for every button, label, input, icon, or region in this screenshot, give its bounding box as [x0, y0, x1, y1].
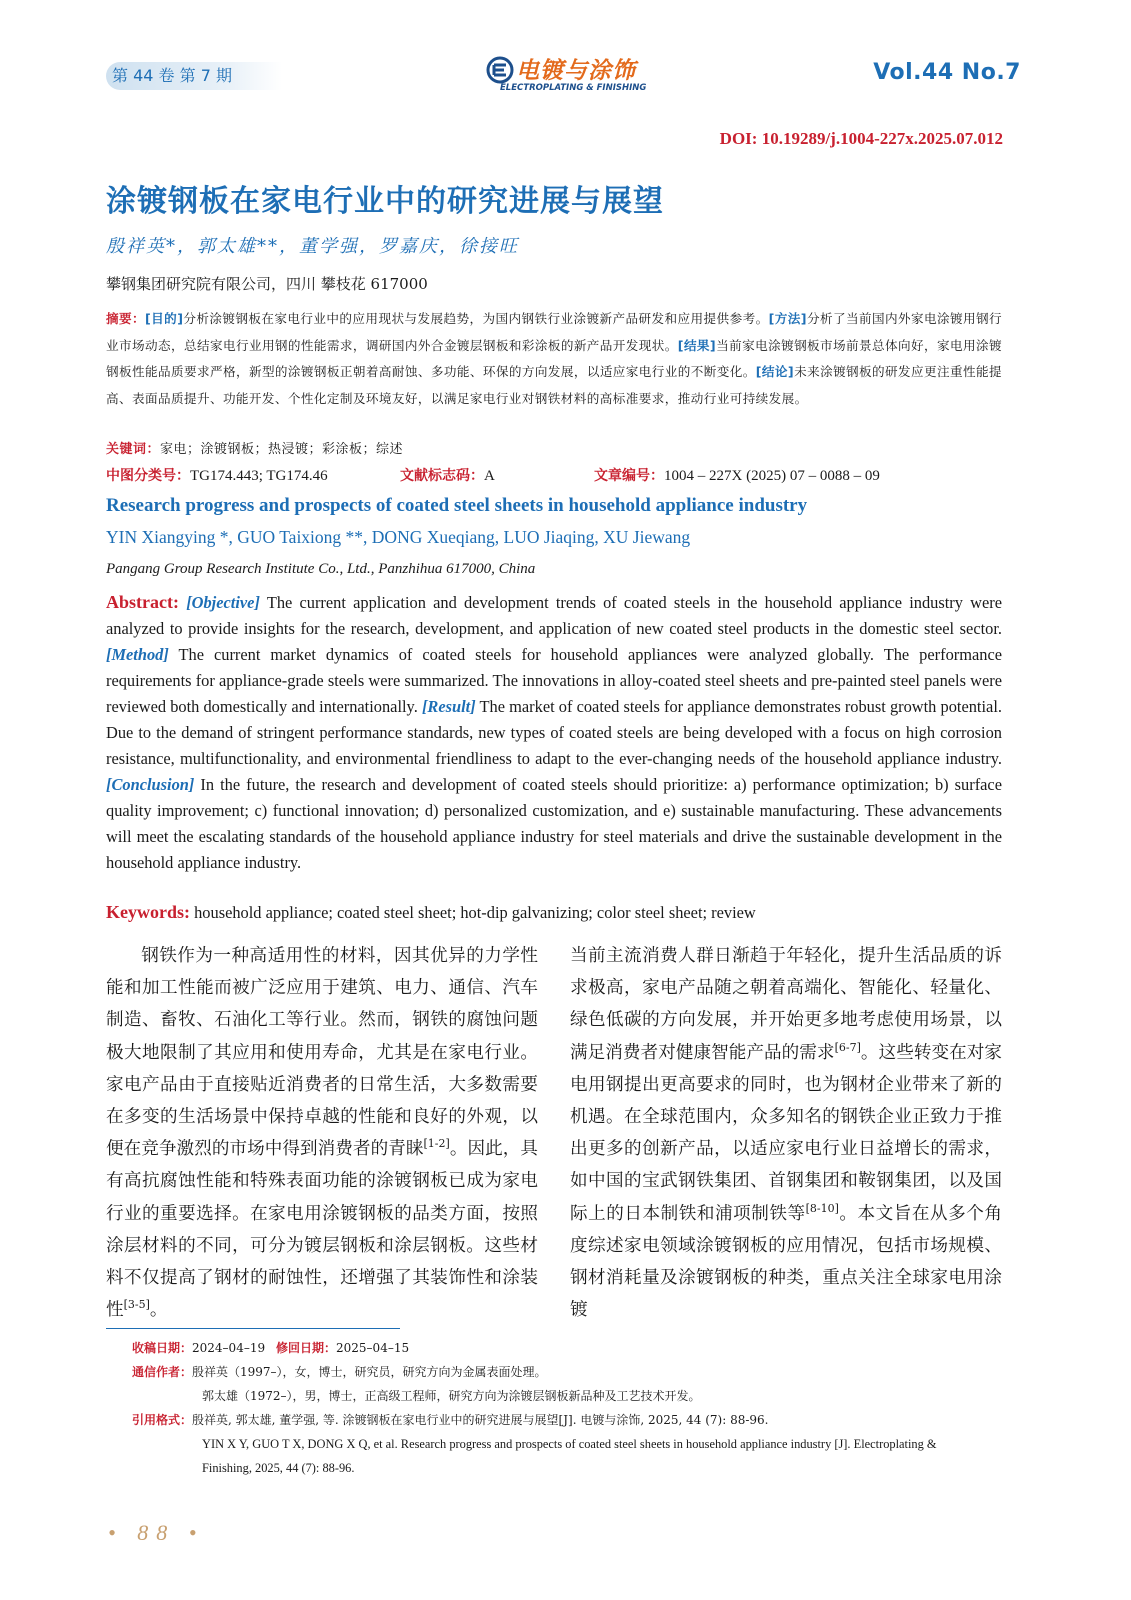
body-left-text-3: 。: [149, 1300, 168, 1321]
citation-cn: 殷祥英, 郭太雄, 董学强, 等. 涂镀钢板在家电行业中的研究进展与展望[J]. 电镀与涂饰, 2025, 44 (7): 88-96.: [192, 1413, 769, 1427]
conclusion-text-cn: 未来涂镀钢板的研发应更注重性能提高、表面品质提升、功能开发、个性化定制及环境友好，以满足家电行业对钢铁材料的高标准要求，推动行业可持续发展。: [106, 364, 1002, 406]
keywords-cn-text: 家电；涂镀钢板；热浸镀；彩涂板；综述: [160, 442, 404, 457]
objective-tag-en: [Objective]: [186, 593, 260, 612]
received-label: 收稿日期：: [132, 1341, 193, 1355]
abstract-cn: [106, 306, 1002, 412]
revised-value: 2025–04–15: [336, 1341, 410, 1355]
body-left-text-2: 。因此，具有高抗腐蚀性能和特殊表面功能的涂镀钢板已成为家电行业的重要选择。在家电用涂镀钢板的品类方面，按照涂层材料的不同，可分为镀层钢板和涂层钢板。这些材料不仅提高了钢材的耐蚀性，还增强了其装饰性和涂装性: [106, 1139, 538, 1321]
result-tag-en: [Result]: [421, 697, 476, 716]
article-number: [594, 465, 880, 485]
body-right-text-1: 当前主流消费人群日渐趋于年轻化，提升生活品质的诉求极高，家电产品随之朝着高端化、智能化、轻量化、绿色低碳的方向发展，并开始更多地考虑使用场景，以满足消费者对健康智能产品的需求: [570, 946, 1002, 1063]
conclusion-text-en: In the future, the research and development of coated steels should prioritize: a) performance optimization; b) surface quality improvement; c) functional innovation; d) personalized customization, and e) sustainable manufacturing. These advancements will meet the escalating standards of the household appliance industry for steel materials and drive the sustainable development in the household appliance industry.: [106, 775, 1002, 872]
volume-issue-cn: 第 44 卷 第 7 期: [106, 62, 282, 90]
objective-text-en: The current application and development trends of coated steels in the household appliance industry were analyzed to provide insights for the research, development, and application of new coated steel products in the domestic steel sector.: [106, 593, 1002, 638]
citation-label: 引用格式：: [132, 1413, 193, 1427]
conclusion-tag-cn: [结论]: [755, 364, 795, 379]
clc-label: 中图分类号：: [106, 468, 190, 484]
method-text-en: The current market dynamics of coated steels for household appliances were analyzed globally. The performance requirements for appliance-grade steels were summarized. The innovations in alloy-coated steel sheets and pre-painted steel panels were reviewed both domestically and internationally.: [106, 645, 1002, 716]
objective-text-cn: 分析涂镀钢板在家电行业中的应用现状与发展趋势，为国内钢铁行业涂镀新产品研发和应用提供参考。: [183, 311, 769, 326]
result-text-en: The market of coated steels for appliance demonstrates robust growth potential. Due to the demand of stringent performance standards, new types of coated steels are being developed with a focus on high corrosion resistance, multifunctionality, and environmental friendliness to adapt to the ever-changing needs of the household appliance industry.: [106, 697, 1002, 768]
article-number-label: 文章编号：: [594, 468, 664, 484]
body-left-text-1: 钢铁作为一种高适用性的材料，因其优异的力学性能和加工性能而被广泛应用于建筑、电力、通信、汽车制造、畜牧、石油化工等行业。然而，钢铁的腐蚀问题极大地限制了其应用和使用寿命，尤其是在家电行业。家电产品由于直接贴近消费者的日常生活，大多数需要在多变的生活场景中保持卓越的性能和良好的外观，以便在竞争激烈的市场中得到消费者的青睐: [106, 946, 538, 1160]
body-column-right: [570, 940, 1002, 1326]
article-number-value: 1004 – 227X (2025) 07 – 0088 – 09: [664, 468, 880, 484]
revised-label: 修回日期：: [276, 1341, 337, 1355]
corresponding-author: [132, 1363, 547, 1380]
citation-format: [132, 1411, 768, 1428]
body-column-left: [106, 940, 538, 1326]
clc-number: [106, 465, 328, 485]
affiliation-en: Pangang Group Research Institute Co., Ltd., Panzhihua 617000, China: [106, 561, 536, 577]
article-title-en: Research progress and prospects of coated steel sheets in household appliance industry: [106, 495, 808, 516]
affiliation-cn: 攀钢集团研究院有限公司，四川 攀枝花 617000: [106, 275, 428, 293]
method-text-cn: 分析了当前国内外家电涂镀用钢行业市场动态，总结家电行业用钢的性能需求，调研国内外合金镀层钢板和彩涂板的新产品开发现状。: [106, 311, 1003, 353]
method-tag-en: [Method]: [106, 645, 169, 664]
journal-logo-icon: [486, 56, 514, 84]
reference-link[interactable]: [3-5]: [123, 1298, 150, 1312]
keywords-cn: [106, 438, 403, 457]
journal-logo-en: ELECTROPLATING & FINISHING: [500, 83, 647, 93]
footnote-divider: [106, 1328, 400, 1329]
method-tag-cn: [方法]: [768, 311, 807, 326]
conclusion-tag-en: [Conclusion]: [106, 775, 195, 794]
authors-en: YIN Xiangying *, GUO Taixiong **, DONG Xueqiang, LUO Jiaqing, XU Jiewang: [106, 527, 691, 547]
keywords-cn-label: 关键词：: [106, 442, 161, 457]
clc-value: TG174.443; TG174.46: [190, 468, 328, 484]
journal-logo: [486, 52, 647, 96]
objective-tag-cn: [目的]: [145, 311, 184, 326]
document-code: [400, 465, 495, 485]
received-value: 2024–04–19: [192, 1341, 266, 1355]
keywords-en-label: Keywords:: [106, 902, 190, 922]
corresponding-label: 通信作者：: [132, 1365, 193, 1379]
page-number: • 88 •: [108, 1520, 205, 1545]
doi-link[interactable]: DOI: 10.19289/j.1004-227x.2025.07.012: [719, 129, 1003, 148]
reference-link[interactable]: [6-7]: [834, 1040, 861, 1054]
keywords-en: [106, 902, 756, 923]
citation-en-2: Finishing, 2025, 44 (7): 88-96.: [202, 1461, 355, 1475]
revised-date: [276, 1339, 409, 1356]
article-title-cn: 涂镀钢板在家电行业中的研究进展与展望: [106, 184, 664, 219]
doc-code-value: A: [484, 468, 495, 484]
volume-issue-en: Vol.44 No.7: [873, 60, 1021, 85]
result-tag-cn: [结果]: [677, 337, 717, 353]
abstract-en-label: Abstract:: [106, 592, 179, 612]
body-right-text-3: 。本文旨在从多个角度综述家电领域涂镀钢板的应用情况，包括市场规模、钢材消耗量及涂镀钢板的种类，重点关注全球家电用涂镀: [570, 1203, 1002, 1321]
doc-code-label: 文献标志码：: [400, 468, 484, 484]
keywords-en-text: household appliance; coated steel sheet; hot-dip galvanizing; color steel sheet; review: [194, 903, 756, 922]
received-date: [132, 1339, 265, 1356]
corresponding-value-1: 殷祥英（1997–），女，博士，研究员，研究方向为金属表面处理。: [192, 1365, 547, 1379]
reference-link[interactable]: [1-2]: [423, 1137, 450, 1151]
corresponding-value-2: 郭太雄（1972–），男，博士，正高级工程师，研究方向为涂镀层钢板新品种及工艺技术开发。: [202, 1389, 701, 1403]
abstract-en: [106, 589, 1002, 876]
body-right-text-2: 。这些转变在对家电用钢提出更高要求的同时，也为钢材企业带来了新的机遇。在全球范围内，众多知名的钢铁企业正致力于推出更多的创新产品，以适应家电行业日益增长的需求，如中国的宝武钢铁集团、首钢集团和鞍钢集团，以及国际上的日本制铁和浦项制铁等: [570, 1042, 1002, 1224]
citation-en-1: YIN X Y, GUO T X, DONG X Q, et al. Research progress and prospects of coated steel sheets in household appliance industry [J]. Electroplating &: [202, 1437, 937, 1451]
reference-link[interactable]: [8-10]: [805, 1201, 839, 1215]
journal-logo-cn: 电镀与涂饰: [516, 57, 636, 84]
authors-cn: 殷祥英*，郭太雄**，董学强，罗嘉庆，徐接旺: [106, 236, 519, 257]
result-text-cn: 当前家电涂镀钢板市场前景总体向好，家电用涂镀钢板性能品质要求严格，新型的涂镀钢板正朝着高耐蚀、多功能、环保的方向发展，以适应家电行业的不断变化。: [106, 337, 1002, 379]
abstract-cn-label: 摘要：: [106, 311, 146, 326]
